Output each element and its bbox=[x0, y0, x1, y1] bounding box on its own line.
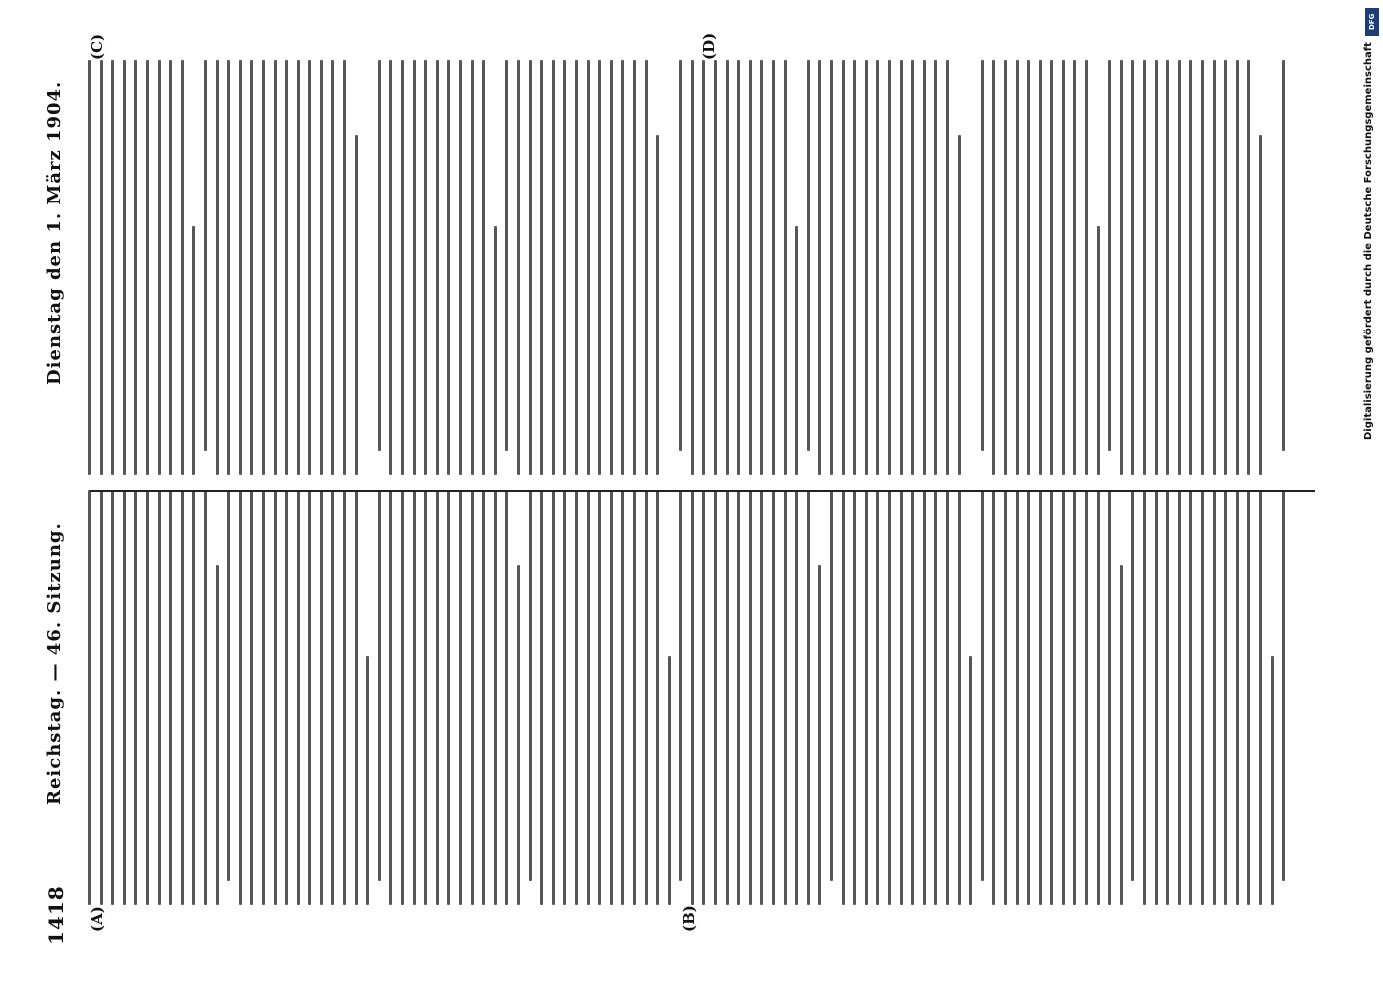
text-line bbox=[505, 60, 508, 451]
text-column-right bbox=[88, 60, 1318, 475]
text-line bbox=[749, 490, 752, 905]
column-divider bbox=[90, 490, 1315, 492]
text-line bbox=[1189, 60, 1192, 475]
text-line bbox=[575, 490, 578, 905]
text-line bbox=[239, 490, 242, 905]
text-line bbox=[169, 60, 172, 475]
text-line bbox=[784, 60, 787, 475]
text-line bbox=[308, 60, 311, 475]
text-line bbox=[760, 60, 763, 475]
text-line bbox=[969, 60, 972, 475]
text-line bbox=[471, 490, 474, 905]
text-line bbox=[749, 60, 752, 475]
text-line bbox=[1062, 490, 1065, 905]
session-date: Dienstag den 1. März 1904. bbox=[44, 80, 65, 385]
text-line bbox=[250, 60, 253, 475]
text-line bbox=[1259, 490, 1262, 905]
text-line bbox=[1097, 226, 1100, 475]
text-line bbox=[424, 490, 427, 905]
text-line bbox=[111, 60, 114, 475]
text-line bbox=[413, 490, 416, 905]
text-line bbox=[737, 490, 740, 905]
text-line bbox=[737, 60, 740, 475]
text-line bbox=[389, 60, 392, 475]
text-line bbox=[807, 490, 810, 905]
text-line bbox=[378, 60, 381, 451]
text-line bbox=[1282, 490, 1285, 881]
text-line bbox=[1224, 490, 1227, 905]
text-line bbox=[285, 60, 288, 475]
text-line bbox=[656, 135, 659, 475]
text-line bbox=[1004, 60, 1007, 475]
text-line bbox=[308, 490, 311, 905]
text-line bbox=[1085, 60, 1088, 475]
text-line bbox=[656, 490, 659, 905]
text-line bbox=[1189, 490, 1192, 905]
text-line bbox=[1178, 490, 1181, 905]
text-line bbox=[1155, 490, 1158, 905]
text-line bbox=[134, 60, 137, 475]
text-line bbox=[552, 490, 555, 905]
text-line bbox=[413, 60, 416, 475]
text-line bbox=[1259, 135, 1262, 475]
text-line bbox=[969, 656, 972, 905]
text-line bbox=[1213, 490, 1216, 905]
text-line bbox=[1131, 60, 1134, 475]
text-line bbox=[1201, 490, 1204, 905]
text-line bbox=[795, 490, 798, 905]
text-line bbox=[981, 490, 984, 881]
digitization-note: Digitalisierung gefördert durch die Deutsche Forschungsgemeinschaft bbox=[1363, 42, 1374, 440]
text-line bbox=[865, 490, 868, 905]
text-line bbox=[146, 60, 149, 475]
text-line bbox=[610, 490, 613, 905]
text-line bbox=[563, 60, 566, 475]
text-line bbox=[1039, 490, 1042, 905]
text-line bbox=[1143, 60, 1146, 475]
text-line bbox=[482, 490, 485, 905]
text-line bbox=[111, 490, 114, 905]
text-line bbox=[436, 490, 439, 905]
text-line bbox=[865, 60, 868, 475]
text-line bbox=[239, 60, 242, 475]
text-line bbox=[1120, 565, 1123, 905]
text-line bbox=[702, 490, 705, 905]
text-line bbox=[1247, 60, 1250, 475]
text-line bbox=[876, 60, 879, 475]
text-line bbox=[227, 60, 230, 475]
text-line bbox=[946, 490, 949, 905]
text-line bbox=[134, 490, 137, 905]
text-line bbox=[633, 490, 636, 905]
text-line bbox=[598, 490, 601, 905]
text-line bbox=[494, 490, 497, 905]
text-line bbox=[645, 60, 648, 475]
text-line bbox=[100, 60, 103, 475]
text-line bbox=[169, 490, 172, 905]
text-line bbox=[818, 565, 821, 905]
margin-marker-b: (B) bbox=[680, 905, 698, 932]
text-line bbox=[610, 60, 613, 475]
text-line bbox=[297, 490, 300, 905]
text-line bbox=[853, 490, 856, 905]
text-line bbox=[691, 490, 694, 905]
text-line bbox=[1271, 60, 1274, 475]
text-line bbox=[888, 60, 891, 475]
text-line bbox=[1143, 490, 1146, 905]
text-line bbox=[274, 60, 277, 475]
text-line bbox=[563, 490, 566, 905]
text-line bbox=[1236, 490, 1239, 905]
text-line bbox=[842, 60, 845, 475]
text-line bbox=[1247, 490, 1250, 905]
text-line bbox=[320, 490, 323, 905]
text-line bbox=[668, 656, 671, 905]
text-line bbox=[598, 60, 601, 475]
text-line bbox=[459, 490, 462, 905]
text-line bbox=[471, 60, 474, 475]
text-line bbox=[900, 490, 903, 905]
text-line bbox=[343, 490, 346, 905]
text-line bbox=[784, 490, 787, 905]
text-line bbox=[262, 60, 265, 475]
text-line bbox=[343, 60, 346, 475]
text-line bbox=[517, 565, 520, 905]
text-line bbox=[297, 60, 300, 475]
text-line bbox=[934, 490, 937, 905]
text-line bbox=[401, 490, 404, 905]
text-line bbox=[146, 490, 149, 905]
text-line bbox=[795, 226, 798, 475]
dfg-logo-icon: DFG bbox=[1365, 8, 1379, 36]
text-line bbox=[1120, 60, 1123, 475]
text-line bbox=[447, 60, 450, 475]
text-line bbox=[250, 490, 253, 905]
text-line bbox=[911, 60, 914, 475]
text-line bbox=[505, 490, 508, 905]
text-line bbox=[424, 60, 427, 475]
text-line bbox=[1108, 60, 1111, 451]
text-line bbox=[981, 60, 984, 451]
text-line bbox=[876, 490, 879, 905]
text-line bbox=[158, 490, 161, 905]
text-line bbox=[494, 226, 497, 475]
text-line bbox=[285, 490, 288, 905]
text-line bbox=[262, 490, 265, 905]
text-line bbox=[216, 60, 219, 475]
text-line bbox=[331, 60, 334, 475]
text-line bbox=[100, 490, 103, 905]
text-line bbox=[1016, 60, 1019, 475]
text-line bbox=[923, 60, 926, 475]
text-line bbox=[320, 60, 323, 475]
text-line bbox=[958, 135, 961, 475]
text-line bbox=[645, 490, 648, 905]
text-line bbox=[447, 490, 450, 905]
text-line bbox=[633, 60, 636, 475]
text-line bbox=[1027, 60, 1030, 475]
text-line bbox=[192, 490, 195, 905]
text-line bbox=[227, 490, 230, 881]
text-line bbox=[88, 60, 91, 475]
text-line bbox=[818, 60, 821, 475]
digitization-strip bbox=[1361, 0, 1383, 1000]
text-line bbox=[587, 60, 590, 475]
text-line bbox=[355, 490, 358, 905]
text-line bbox=[830, 490, 833, 881]
text-line bbox=[587, 490, 590, 905]
margin-marker-c: (C) bbox=[88, 33, 106, 60]
text-line bbox=[378, 490, 381, 881]
text-line bbox=[389, 490, 392, 905]
text-line bbox=[958, 490, 961, 905]
text-line bbox=[888, 490, 891, 905]
text-line bbox=[621, 490, 624, 905]
text-line bbox=[1178, 60, 1181, 475]
text-line bbox=[621, 60, 624, 475]
text-line bbox=[714, 490, 717, 905]
text-line bbox=[1085, 490, 1088, 905]
text-line bbox=[946, 60, 949, 475]
text-line bbox=[1213, 60, 1216, 475]
text-line bbox=[1166, 490, 1169, 905]
text-line bbox=[679, 490, 682, 881]
text-line bbox=[1073, 60, 1076, 475]
text-line bbox=[934, 60, 937, 475]
text-line bbox=[1155, 60, 1158, 475]
text-line bbox=[529, 490, 532, 881]
margin-marker-a: (A) bbox=[88, 906, 106, 932]
text-line bbox=[181, 60, 184, 475]
text-line bbox=[482, 60, 485, 475]
text-line bbox=[123, 490, 126, 905]
text-line bbox=[772, 60, 775, 475]
text-line bbox=[830, 60, 833, 475]
text-line bbox=[691, 60, 694, 475]
text-line bbox=[192, 226, 195, 475]
text-line bbox=[366, 60, 369, 475]
text-line bbox=[1062, 60, 1065, 475]
text-column-left bbox=[88, 490, 1318, 905]
text-line bbox=[1050, 490, 1053, 905]
text-line bbox=[1004, 490, 1007, 905]
text-line bbox=[726, 60, 729, 475]
text-line bbox=[923, 490, 926, 905]
text-line bbox=[1027, 490, 1030, 905]
text-line bbox=[459, 60, 462, 475]
text-line bbox=[842, 490, 845, 905]
text-line bbox=[274, 490, 277, 905]
text-line bbox=[540, 490, 543, 905]
text-line bbox=[575, 60, 578, 475]
text-line bbox=[401, 60, 404, 475]
text-line bbox=[992, 60, 995, 475]
text-line bbox=[517, 60, 520, 475]
text-line bbox=[772, 490, 775, 905]
text-line bbox=[181, 490, 184, 905]
text-line bbox=[1073, 490, 1076, 905]
text-line bbox=[331, 490, 334, 905]
text-line bbox=[1016, 490, 1019, 905]
text-line bbox=[529, 60, 532, 475]
session-title: Reichstag. — 46. Sitzung. bbox=[44, 522, 65, 805]
text-line bbox=[760, 490, 763, 905]
text-line bbox=[1201, 60, 1204, 475]
text-line bbox=[123, 60, 126, 475]
text-line bbox=[1050, 60, 1053, 475]
text-line bbox=[158, 60, 161, 475]
text-line bbox=[540, 60, 543, 475]
text-line bbox=[216, 565, 219, 905]
text-line bbox=[992, 490, 995, 905]
text-line bbox=[1097, 490, 1100, 905]
text-line bbox=[204, 490, 207, 905]
text-line bbox=[900, 60, 903, 475]
text-line bbox=[1039, 60, 1042, 475]
text-line bbox=[726, 490, 729, 905]
text-line bbox=[552, 60, 555, 475]
text-line bbox=[668, 60, 671, 475]
text-line bbox=[204, 60, 207, 451]
text-line bbox=[1236, 60, 1239, 475]
text-line bbox=[807, 60, 810, 451]
margin-marker-d: (D) bbox=[700, 32, 718, 60]
text-line bbox=[702, 60, 705, 475]
page-header bbox=[40, 75, 72, 945]
page-number: 1418 bbox=[44, 885, 68, 945]
text-line bbox=[1166, 60, 1169, 475]
text-line bbox=[911, 490, 914, 905]
text-line bbox=[1282, 60, 1285, 451]
text-line bbox=[355, 135, 358, 475]
text-line bbox=[1224, 60, 1227, 475]
text-line bbox=[679, 60, 682, 451]
text-line bbox=[366, 656, 369, 905]
text-line bbox=[1108, 490, 1111, 905]
text-line bbox=[1271, 656, 1274, 905]
text-line bbox=[853, 60, 856, 475]
text-line bbox=[714, 60, 717, 475]
text-line bbox=[88, 490, 91, 905]
text-line bbox=[1131, 490, 1134, 881]
text-line bbox=[436, 60, 439, 475]
